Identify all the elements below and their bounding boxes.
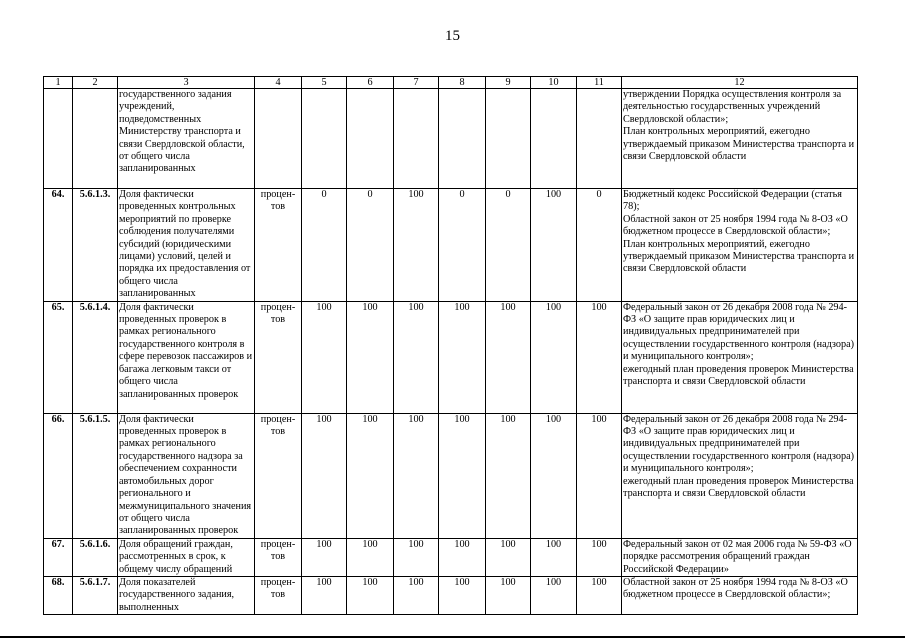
value: 100 xyxy=(439,538,486,576)
table-row xyxy=(44,413,858,538)
unit: процен-тов xyxy=(255,413,302,538)
value: 100 xyxy=(302,301,347,413)
unit: процен-тов xyxy=(255,538,302,576)
value: 100 xyxy=(486,301,531,413)
column-header: 11 xyxy=(577,77,622,89)
indicator-name: Доля показателей государственного задания, выполненных xyxy=(118,576,255,614)
value: 100 xyxy=(302,413,347,538)
value: 100 xyxy=(577,413,622,538)
row-number: 66. xyxy=(44,413,73,538)
value: 100 xyxy=(394,189,439,302)
table-row xyxy=(44,189,858,302)
value: 100 xyxy=(347,413,394,538)
value: 100 xyxy=(439,576,486,614)
indicators-table xyxy=(43,76,858,615)
value xyxy=(486,89,531,189)
value xyxy=(531,89,577,189)
value: 100 xyxy=(302,576,347,614)
unit: процен-тов xyxy=(255,189,302,302)
value: 100 xyxy=(531,301,577,413)
indicator-code: 5.6.1.4. xyxy=(73,301,118,413)
value: 100 xyxy=(439,301,486,413)
indicator-code: 5.6.1.3. xyxy=(73,189,118,302)
column-header: 7 xyxy=(394,77,439,89)
table-row xyxy=(44,576,858,614)
column-header: 6 xyxy=(347,77,394,89)
value: 0 xyxy=(439,189,486,302)
column-number-row xyxy=(44,77,858,89)
value xyxy=(394,89,439,189)
value xyxy=(347,89,394,189)
value: 100 xyxy=(486,413,531,538)
indicator-code: 5.6.1.5. xyxy=(73,413,118,538)
indicator-code: 5.6.1.6. xyxy=(73,538,118,576)
table-row xyxy=(44,301,858,413)
unit xyxy=(255,89,302,189)
value: 100 xyxy=(531,538,577,576)
value xyxy=(302,89,347,189)
value: 0 xyxy=(302,189,347,302)
column-header: 1 xyxy=(44,77,73,89)
row-number: 65. xyxy=(44,301,73,413)
value: 100 xyxy=(347,301,394,413)
value: 100 xyxy=(302,538,347,576)
value xyxy=(439,89,486,189)
row-number: 68. xyxy=(44,576,73,614)
indicator-code: 5.6.1.7. xyxy=(73,576,118,614)
indicator-name: Доля обращений граждан, рассмотренных в срок, к общему числу обращений xyxy=(118,538,255,576)
value: 100 xyxy=(394,576,439,614)
legal-basis: утверждении Порядка осуществления контроля за деятельностью государственных учреждений Свердловской области»; План контрольных мероприятий, ежегодно утверждаемый приказом Министерства транспорта и связи Свердловской области xyxy=(622,89,858,189)
row-number xyxy=(44,89,73,189)
column-header: 8 xyxy=(439,77,486,89)
column-header: 12 xyxy=(622,77,858,89)
row-number: 64. xyxy=(44,189,73,302)
row-number: 67. xyxy=(44,538,73,576)
unit: процен-тов xyxy=(255,576,302,614)
legal-basis: Федеральный закон от 02 мая 2006 года № 59-ФЗ «О порядке рассмотрения обращений граждан Российской Федерации» xyxy=(622,538,858,576)
value: 100 xyxy=(577,301,622,413)
legal-basis: Федеральный закон от 26 декабря 2008 года № 294-ФЗ «О защите прав юридических лиц и индивидуальных предпринимателей при осуществлении государственного контроля (надзора) и муниципального контроля»; ежегодный план проведения проверок Министерства транспорта и связи Свердловской области xyxy=(622,413,858,538)
legal-basis: Областной закон от 25 ноября 1994 года № 8-ОЗ «О бюджетном процессе в Свердловской области»; xyxy=(622,576,858,614)
legal-basis: Федеральный закон от 26 декабря 2008 года № 294-ФЗ «О защите прав юридических лиц и индивидуальных предпринимателей при осуществлении государственного контроля (надзора) и муниципального контроля»; ежегодный план проведения проверок Министерства транспорта и связи Свердловской области xyxy=(622,301,858,413)
legal-basis: Бюджетный кодекс Российской Федерации (статья 78); Областной закон от 25 ноября 1994 года № 8-ОЗ «О бюджетном процессе в Свердловской области»; План контрольных мероприятий, ежегодно утверждаемый приказом Министерства транспорта и связи Свердловской области xyxy=(622,189,858,302)
indicator-code xyxy=(73,89,118,189)
value: 100 xyxy=(531,576,577,614)
table-row xyxy=(44,89,858,189)
value: 100 xyxy=(531,189,577,302)
table-row xyxy=(44,538,858,576)
value: 100 xyxy=(577,538,622,576)
indicator-name: Доля фактически проведенных контрольных мероприятий по проверке соблюдения получателями субсидий (юридическими лицами) условий, целей и порядка их предоставления от общего числа запланированных xyxy=(118,189,255,302)
value: 100 xyxy=(394,413,439,538)
value: 100 xyxy=(577,576,622,614)
page-bottom-rule xyxy=(0,636,905,638)
indicator-name: Доля фактически проведенных проверок в рамках регионального государственного надзора за обеспечением сохранности автомобильных дорог регионального и межмуниципального значения от общего числа запланированных проверок xyxy=(118,413,255,538)
value: 0 xyxy=(577,189,622,302)
column-header: 2 xyxy=(73,77,118,89)
column-header: 3 xyxy=(118,77,255,89)
value: 100 xyxy=(347,576,394,614)
value: 100 xyxy=(486,538,531,576)
column-header: 10 xyxy=(531,77,577,89)
value: 100 xyxy=(486,576,531,614)
unit: процен-тов xyxy=(255,301,302,413)
indicator-name: Доля фактически проведенных проверок в рамках регионального государственного контроля в сфере перевозок пассажиров и багажа легковым такси от общего числа запланированных проверок xyxy=(118,301,255,413)
value: 100 xyxy=(439,413,486,538)
value: 100 xyxy=(531,413,577,538)
value: 100 xyxy=(394,301,439,413)
value: 0 xyxy=(347,189,394,302)
value xyxy=(577,89,622,189)
value: 100 xyxy=(394,538,439,576)
column-header: 4 xyxy=(255,77,302,89)
value: 0 xyxy=(486,189,531,302)
page-number: 15 xyxy=(445,28,460,44)
value: 100 xyxy=(347,538,394,576)
column-header: 5 xyxy=(302,77,347,89)
indicator-name: государственного задания учреждений, подведомственных Министерству транспорта и связи Свердловской области, от общего числа запланированных xyxy=(118,89,255,189)
column-header: 9 xyxy=(486,77,531,89)
